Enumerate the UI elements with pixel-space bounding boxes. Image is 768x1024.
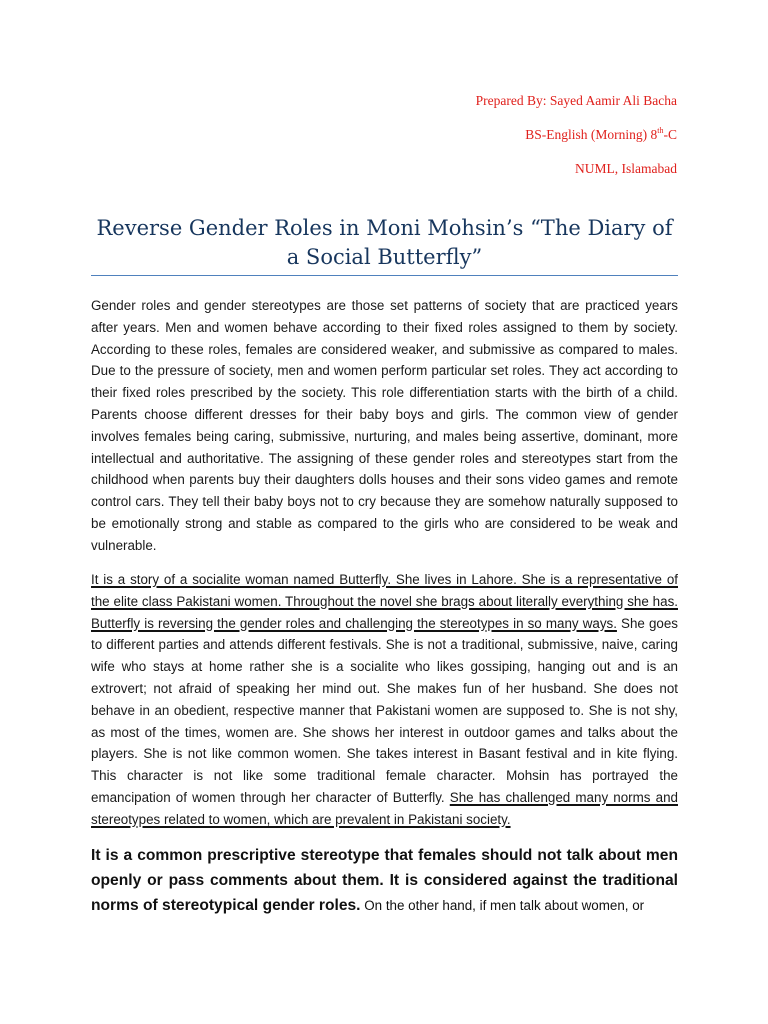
bold-statement: It is a common prescriptive stereotype that females should not talk about men openly or pass comments about them. It is considered against the traditional norms of stereotypical gender roles. xyxy=(91,847,678,914)
class-line xyxy=(476,126,677,160)
institution-line: NUML, Islamabad xyxy=(575,161,677,176)
continuation-text: On the other hand, if men talk about women, or xyxy=(360,898,645,913)
paragraph-body: She goes to different parties and attends different festivals. She is not a traditional, submissive, naive, caring wife who stays at home rather she is a socialite who likes gossiping, hanging out and is an extrovert; not afraid of speaking her mind out. She makes fun of her husband. She does not behave in an obedient, respective manner that Pakistani women are supposed to. She is not shy, as most of the times, women are. She shows her interest in outdoor games and talks about the players. She is not like common women. She takes interest in Basant festival and in kite flying. This character is not like some traditional female character. Mohsin has portrayed the emancipation of women through her character of Butterfly. xyxy=(91,615,678,805)
title-divider xyxy=(91,275,678,276)
paragraph-butterfly xyxy=(91,569,678,831)
document-title: Reverse Gender Roles in Moni Mohsin’s “The Diary of a Social Butterfly” xyxy=(96,216,673,269)
class-suffix: -C xyxy=(663,127,677,142)
paragraph-stereotype xyxy=(91,843,678,918)
class-prefix: BS-English (Morning) 8 xyxy=(525,127,658,142)
prepared-by-line: Prepared By: Sayed Aamir Ali Bacha xyxy=(475,93,677,108)
paragraph-intro: Gender roles and gender stereotypes are those set patterns of society that are practiced years after years. Men and women behave according to their fixed roles assigned to them by society. According to these roles, females are considered weaker, and submissive as compared to males. Due to the pressure of society, men and women perform particular set roles. They act according to their fixed roles prescribed by the society. This role differentiation starts with the birth of a child. Parents choose different dresses for their baby boys and girls. The common view of gender involves females being caring, submissive, nurturing, and males being assertive, dominant, more intellectual and authoritative. The assigning of these gender roles and stereotypes start from the childhood when parents buy their daughters dolls houses and their sons video games and remote control cars. They tell their baby boys not to cry because they are somehow naturally supposed to be emotionally strong and stable as compared to the girls who are considered to be weak and vulnerable. xyxy=(91,298,678,553)
class-superscript: th xyxy=(657,126,664,135)
underlined-opening: It is a story of a socialite woman named Butterfly. She lives in Lahore. She is a representative of the elite class Pakistani women. Throughout the novel she brags about literally everything she has. Butterfly is reversing the gender roles and challenging the stereotypes in so many ways. xyxy=(91,572,678,631)
author-header xyxy=(476,92,677,194)
underlined-closing: She has challenged many norms and stereotypes related to women, which are prevalent in Pakistani society. xyxy=(91,789,678,827)
